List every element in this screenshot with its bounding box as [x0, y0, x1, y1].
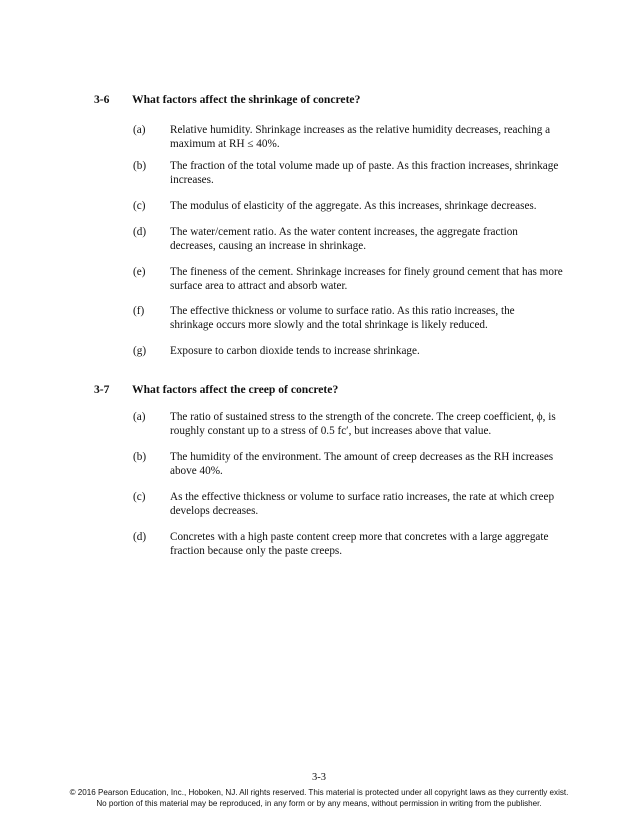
page-number: 3-3 — [312, 772, 326, 783]
item-text: The ratio of sustained stress to the strength of the concrete. The creep coefficient, ϕ, is roughly constant up to a stress of 0.5 fc′, but increases above that value. — [170, 411, 556, 437]
item-text: The modulus of elasticity of the aggregate. As this increases, shrinkage decreases. — [170, 200, 537, 212]
item-letter: (a) — [133, 411, 146, 423]
question-number: 3-7 — [94, 383, 110, 396]
question-heading — [94, 383, 338, 397]
item-letter: (e) — [133, 266, 146, 278]
item-text: Concretes with a high paste content creep more that concretes with a large aggregate fraction because only the paste creeps. — [170, 531, 549, 557]
item-letter: (a) — [133, 124, 146, 136]
item-text: As the effective thickness or volume to surface ratio increases, the rate at which creep develops decreases. — [170, 491, 555, 517]
item-letter: (c) — [133, 491, 146, 503]
question-heading — [94, 93, 360, 107]
item-text: The humidity of the environment. The amount of creep decreases as the RH increases above 40%. — [170, 451, 554, 477]
copyright-notice-line2: No portion of this material may be reproduced, in any form or by any means, without permission in writing from the publisher. — [96, 799, 542, 808]
item-text: The fineness of the cement. Shrinkage increases for finely ground cement that has more surface area to attract and absorb water. — [170, 266, 563, 292]
question-title: What factors affect the shrinkage of concrete? — [132, 93, 361, 106]
question-title: What factors affect the creep of concrete? — [132, 383, 339, 396]
item-letter: (b) — [133, 451, 147, 463]
item-text: The fraction of the total volume made up of paste. As this fraction increases, shrinkage increases. — [170, 160, 559, 186]
item-text: Relative humidity. Shrinkage increases as the relative humidity decreases, reaching a maximum at RH ≤ 40%. — [170, 124, 551, 150]
item-letter: (b) — [133, 160, 147, 172]
copyright-notice-line1: © 2016 Pearson Education, Inc., Hoboken, NJ. All rights reserved. This material is protected under all copyright laws as they currently exist. — [69, 788, 569, 797]
item-text: Exposure to carbon dioxide tends to increase shrinkage. — [170, 345, 420, 357]
item-letter: (d) — [133, 226, 147, 238]
item-letter: (c) — [133, 200, 146, 212]
item-letter: (g) — [133, 345, 147, 357]
item-text: The effective thickness or volume to surface ratio. As this ratio increases, the shrinkage occurs more slowly and the total shrinkage is likely reduced. — [170, 305, 515, 331]
question-number: 3-6 — [94, 93, 110, 106]
item-letter: (f) — [133, 305, 145, 317]
item-letter: (d) — [133, 531, 147, 543]
item-text: The water/cement ratio. As the water content increases, the aggregate fraction decreases, causing an increase in shrinkage. — [170, 226, 518, 252]
